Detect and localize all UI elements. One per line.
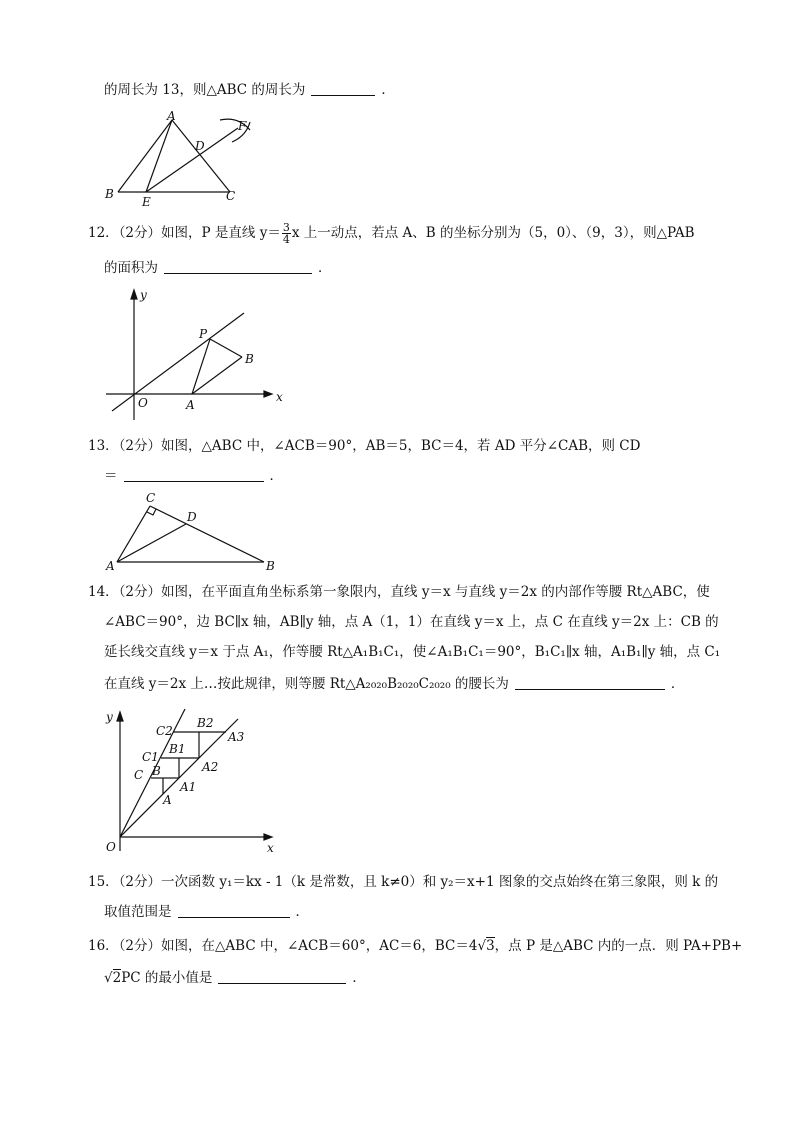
q14-line-1 (88, 582, 710, 602)
q15-number: 15． (88, 874, 119, 890)
q12-frac-numerator: 3 (282, 221, 290, 234)
q12-segment-ba (192, 357, 242, 394)
q14-text-4: 在直线 y＝2x 上…按此规律，则等腰 Rt△A₂₀₂₀B₂₀₂₀C₂₀₂₀ 的腰长为 (104, 676, 509, 692)
q16-text-post: ，点 P 是△ABC 内的一点．则 PA+PB+ (494, 938, 743, 954)
q14-label-a2: A2 (202, 760, 219, 774)
q15-text-1: （2分）一次函数 y₁＝kx - 1（k 是常数，且 k≠0）和 y₂＝x+1 图象的交点始终在第三象限，则 k 的 (118, 874, 719, 890)
q14-line-3 (104, 642, 720, 662)
q16-line-1 (88, 936, 742, 956)
q11-label-c: C (226, 189, 236, 203)
q13-line-2: ＝ ． (104, 468, 283, 484)
q12-label-b: B (245, 352, 254, 366)
q14-label-c2: C2 (156, 724, 173, 738)
q14-label-a1: A1 (180, 780, 197, 794)
q11-tail-line: 的周长为 13，则△ABC 的周长为 ． (104, 82, 395, 98)
q11-label-b: B (105, 187, 114, 201)
q12-label-x: x (276, 390, 283, 404)
q16-text-pre: （2分）如图，在△ABC 中，∠ACB＝60°，AC＝6，BC＝4 (118, 938, 478, 954)
q16-sqrt2: √2 (104, 970, 122, 986)
q12-label-a: A (186, 398, 195, 412)
q12-line-2: 的面积为 ． (104, 260, 332, 276)
q11-label-f: F (238, 119, 247, 133)
q14-label-a3: A3 (228, 730, 245, 744)
q14-label-c1: C1 (142, 750, 159, 764)
q14-figure (100, 705, 280, 857)
q13-label-a: A (106, 559, 115, 572)
q11-answer-blank (311, 81, 375, 96)
q16-line-2: √2PC 的最小值是 ． (104, 970, 366, 986)
q11-segment-ef (146, 128, 238, 192)
q13-text-2: ＝ (104, 468, 118, 484)
q12-line-1 (88, 222, 695, 245)
q11-label-e: E (142, 195, 151, 209)
q15-answer-blank (178, 903, 290, 918)
q15-line-1 (88, 872, 718, 892)
q14-x-arrow-icon (264, 834, 272, 840)
q16-number: 16． (88, 938, 119, 954)
q13-line-1 (88, 436, 640, 456)
q14-text-1: （2分）如图，在平面直角坐标系第一象限内，直线 y＝x 与直线 y＝2x 的内部作等腰 Rt△ABC，使 (118, 584, 710, 600)
q14-label-a: A (163, 793, 172, 807)
q14-line-4: 在直线 y＝2x 上…按此规律，则等腰 Rt△A₂₀₂₀B₂₀₂₀C₂₀₂₀ 的腰长为 ． (104, 676, 685, 692)
q12-x-arrow-icon (264, 391, 272, 397)
q12-text-post: x 上一动点，若点 A、B 的坐标分别为（5，0）、（9，3），则△PAB (291, 225, 695, 241)
q11-figure (100, 108, 260, 212)
q13-figure (100, 488, 290, 572)
q11-side-ac (172, 120, 230, 192)
q12-text-2: 的面积为 (104, 260, 158, 276)
q14-label-b: B (152, 764, 161, 778)
q14-number: 14． (88, 584, 119, 600)
q12-number: 12． (88, 225, 119, 241)
q14-y-arrow-icon (117, 712, 123, 721)
q12-line-y34x (112, 313, 244, 411)
q15-text-2: 取值范围是 (104, 904, 172, 920)
q12-label-y: y (140, 288, 147, 302)
q12-label-o: O (138, 396, 148, 410)
q14-label-b1: B1 (169, 742, 186, 756)
q12-fraction (282, 222, 291, 245)
q13-side-ac (117, 506, 150, 562)
q11-label-d: D (195, 139, 205, 153)
q11-segment-ae (146, 120, 172, 192)
q14-label-y: y (106, 710, 113, 724)
q12-y-arrow-icon (131, 290, 137, 299)
q11-side-ab (118, 120, 172, 192)
q13-segment-ad (117, 524, 186, 562)
q14-line-2 (104, 612, 719, 632)
q14-label-c: C (134, 768, 144, 782)
q12-label-p: P (199, 327, 208, 341)
q12-text-pre: （2分）如图，P 是直线 y＝ (118, 225, 281, 241)
q14-text-3: 延长线交直线 y＝x 于点 A₁，作等腰 Rt△A₁B₁C₁，使∠A₁B₁C₁＝90°，B₁C₁∥x 轴，A₁B₁∥y 轴，点 C₁ (104, 644, 721, 660)
q14-label-b2: B2 (197, 716, 214, 730)
q12-figure (100, 285, 290, 425)
q13-label-d: D (187, 510, 197, 524)
q15-line-2: 取值范围是 ． (104, 904, 309, 920)
q14-text-2: ∠ABC＝90°，边 BC∥x 轴，AB∥y 轴，点 A（1，1）在直线 y＝x 上，点 C 在直线 y＝2x 上：CB 的 (104, 614, 719, 630)
q16-text-2: PC 的最小值是 (121, 970, 213, 986)
q12-segment-pb (210, 339, 242, 357)
q13-label-b: B (266, 559, 275, 572)
q13-label-c: C (146, 491, 156, 505)
q12-segment-ap (192, 339, 210, 394)
q11-tail-text: 的周长为 13，则△ABC 的周长为 (104, 82, 306, 98)
q14-label-o: O (106, 840, 116, 854)
q12-answer-blank (164, 259, 312, 274)
q14-answer-blank (515, 675, 665, 690)
q16-answer-blank (218, 969, 346, 984)
q13-answer-blank (124, 467, 264, 482)
q13-number: 13． (88, 438, 119, 454)
q12-frac-denominator: 4 (282, 233, 290, 246)
q14-label-x: x (267, 841, 274, 855)
q13-text-1: （2分）如图，△ABC 中，∠ACB＝90°，AB＝5，BC＝4，若 AD 平分∠CAB，则 CD (118, 438, 641, 454)
q16-sqrt3: √3 (477, 938, 495, 954)
q11-label-a: A (167, 109, 176, 123)
